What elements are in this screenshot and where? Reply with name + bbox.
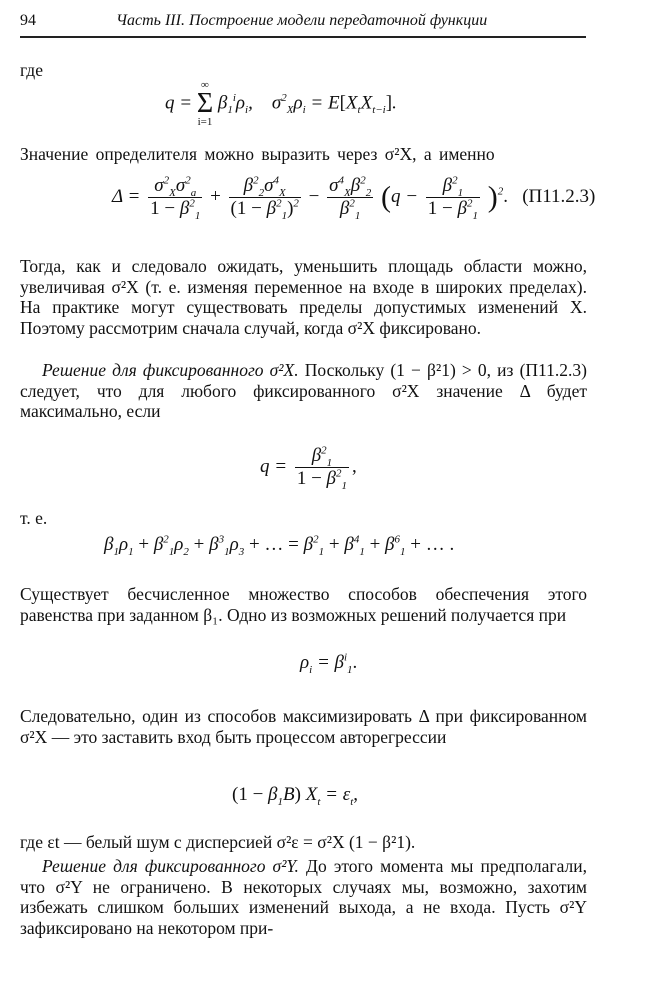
page-header [20, 8, 586, 34]
equation-rho-solution: $\rho_i = \beta^i_1$. [300, 651, 358, 676]
sum-operator [197, 80, 213, 128]
paragraph-sushchestvuet: Существует бесчисленное множество способов обеспечения этого равенства при заданном β₁. Одно из возможных решений получается при [20, 584, 587, 625]
paragraph-white-noise: где εt — белый шум с дисперсией σ²ε = σ²X (1 − β²1). [20, 832, 416, 852]
running-title: Часть III. Построение модели передаточной функции [116, 12, 488, 29]
sum-sign: Σ [196, 88, 214, 119]
paragraph-togda: Тогда, как и следовало ожидать, уменьшить площадь области можно, увеличивая σ²X (т. е. изменяя переменное на входе в широких пределах). На практике могут существовать пределы допустимых изменений X. Поэтому рассмотрим сначала случай, когда σ²X фиксировано. [20, 256, 587, 338]
section-heading-fixed-sigma-y: Решение для фиксированного σ²Y. [42, 856, 299, 876]
fraction-4: $\frac{\beta^2_1}{1 - \beta^2_1}$ [427, 174, 478, 222]
equation-delta: Δ = $\frac{\sigma^2_X\sigma^2_a}{1 - \beta^2_1}$ + $\frac{\beta^2_2\sigma^4_X}{(1 - \beta^2_1)^2}$ − $\frac{\sigma^4_X\beta^2_2}{\beta^2_1}$ (q − $\frac{\beta^2_1}{1 - \beta^2_1}$ )$^2$. (П11.2.3) [112, 174, 596, 222]
paragraph-value-determinant: Значение определителя можно выразить через σ²X, а именно [20, 144, 495, 164]
paragraph-sledovatelno: Следовательно, один из способов максимизировать Δ при фиксированном σ²X — это заставить вход быть процессом авторегрессии [20, 706, 587, 747]
sum-lower-limit: i=1 [197, 116, 213, 128]
paragraph-gde-1: где [20, 60, 43, 80]
page-number: 94 [20, 12, 36, 29]
equation-q-optimal: q = $\frac{\beta^2_1}{1 - \beta^2_1}$ , [260, 444, 357, 492]
equation-series: $\beta_1\rho_1 + \beta^2_1\rho_2 + \beta^3_1\rho_3$ + … = $\beta^2_1 + \beta^4_1 + \beta^6_1$ + … . [104, 533, 455, 558]
fraction-q: $\frac{\beta^2_1}{1 - \beta^2_1}$ [296, 444, 348, 492]
equation-q-sum: q = ∞ Σ i=1 $\beta_1^i\rho_i$, $\sigma^2_X\rho_i = E[X_tX_{t-i}]$. [165, 79, 397, 128]
paragraph-reshenie-1-body: Поскольку (1 − β²1) > 0, из (П11.2.3) следует, что для любого фиксированного σ²X значение Δ будет максимально, если [20, 360, 587, 421]
fraction-3: $\frac{\sigma^4_X\beta^2_2}{\beta^2_1}$ [329, 174, 372, 222]
equation-ar-process: $(1 - \beta_1B)$ $X_t = \varepsilon_t$, [232, 784, 358, 808]
header-rule [20, 36, 586, 38]
paragraph-reshenie-2 [20, 856, 587, 938]
fraction-2: $\frac{\beta^2_2\sigma^4_X}{(1 - \beta^2_1)^2}$ [230, 174, 299, 222]
fraction-1: $\frac{\sigma^2_X\sigma^2_a}{1 - \beta^2_1}$ [150, 174, 201, 222]
sum-upper-limit: ∞ [201, 79, 209, 91]
equation-tag: (П11.2.3) [522, 185, 596, 207]
section-heading-fixed-sigma-x: Решение для фиксированного σ²X. [42, 360, 299, 380]
paragraph-reshenie-2-body: До этого момента мы предполагали, что σ²Y не ограничено. В некоторых случаях мы, возможно, захотим избежать слишком больших изменений выхода, а не входа. Пусть σ²Y зафиксировано на некотором при- [20, 856, 587, 938]
paragraph-te: т. е. [20, 508, 48, 528]
paragraph-reshenie-1 [20, 360, 587, 422]
